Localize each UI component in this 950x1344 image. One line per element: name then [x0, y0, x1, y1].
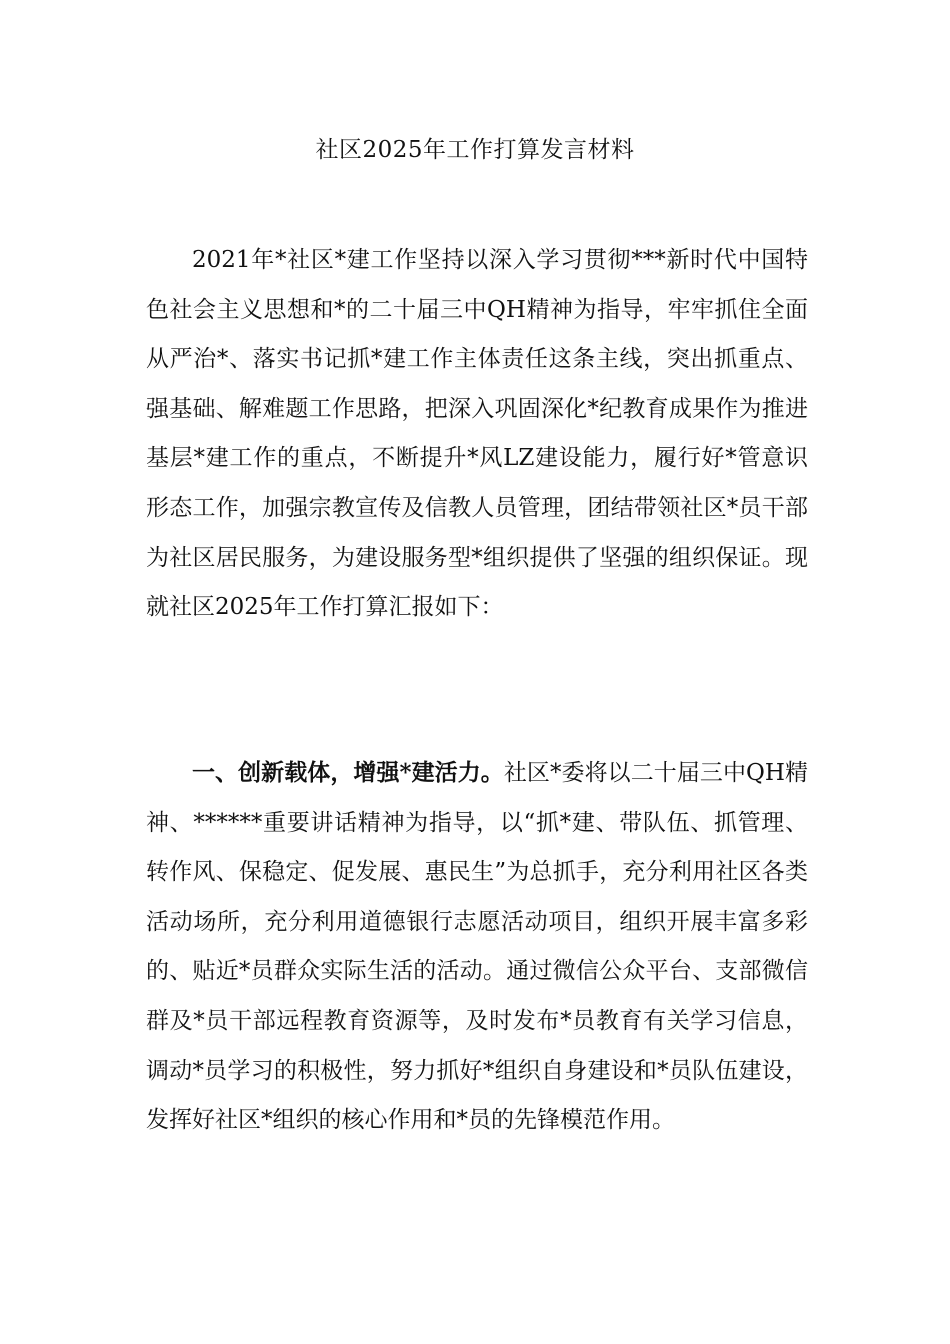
document-title: 社区2025年工作打算发言材料 — [315, 137, 635, 163]
paragraph-intro-text: 2021年*社区*建工作坚持以深入学习贯彻***新时代中国特色社会主义思想和*的二十届三中QH精神为指导，牢牢抓住全面从严治*、落实书记抓*建工作主体责任这条主线，突出抓重点、强基础、解难题工作思路，把深入巩固深化*纪教育成果作为推进基层*建工作的重点，不断提升*风LZ建设能力，履行好*管意识形态工作，加强宗教宣传及信教人员管理，团结带领社区*员干部为社区居民服务，为建设服务型*组织提供了坚强的组织保证。现就社区2025年工作打算汇报如下： — [146, 247, 808, 621]
paragraph-section-one — [146, 748, 808, 1146]
paragraph-intro — [146, 236, 808, 633]
section-one-text: 社区*委将以二十届三中QH精神、******重要讲话精神为指导，以“抓*建、带队伍、抓管理、转作风、保稳定、促发展、惠民生”为总抓手，充分利用社区各类活动场所，充分利用道德银行志愿活动项目，组织开展丰富多彩的、贴近*员群众实际生活的活动。通过微信公众平台、支部微信群及*员干部远程教育资源等，及时发布*员教育有关学习信息，调动*员学习的积极性，努力抓好*组织自身建设和*员队伍建设，发挥好社区*组织的核心作用和*员的先锋模范作用。 — [146, 760, 809, 1134]
section-one-heading: 一、创新载体，增强*建活力。 — [192, 759, 504, 786]
